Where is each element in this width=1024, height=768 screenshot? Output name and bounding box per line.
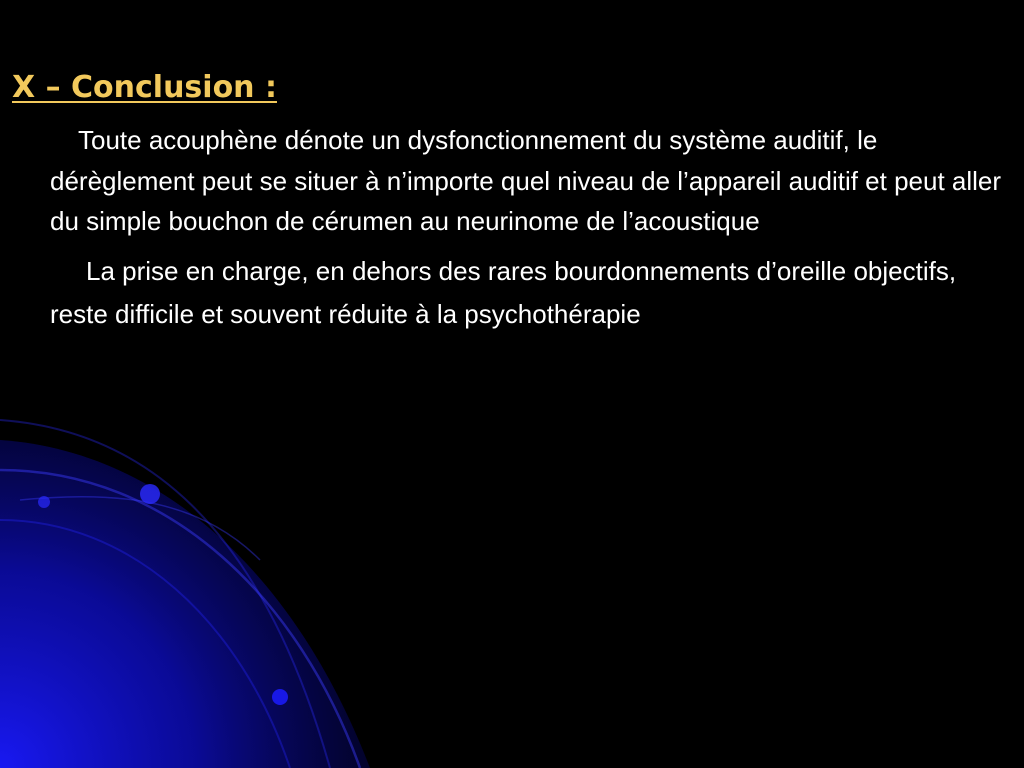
slide-body (50, 120, 1015, 336)
paragraph-tinnitus-definition: Toute acouphène dénote un dysfonctionnement du système auditif, le dérèglement peut se situer à n’importe quel niveau de l’appareil auditif et peut aller du simple bouchon de cérumen au neurinome de l’acoustique (50, 125, 1002, 236)
slide-title: X – Conclusion : (12, 70, 277, 105)
paragraph-treatment: La prise en charge, en dehors des rares bourdonnements d’oreille objectifs, reste difficile et souvent réduite à la psychothérapie (50, 255, 957, 329)
